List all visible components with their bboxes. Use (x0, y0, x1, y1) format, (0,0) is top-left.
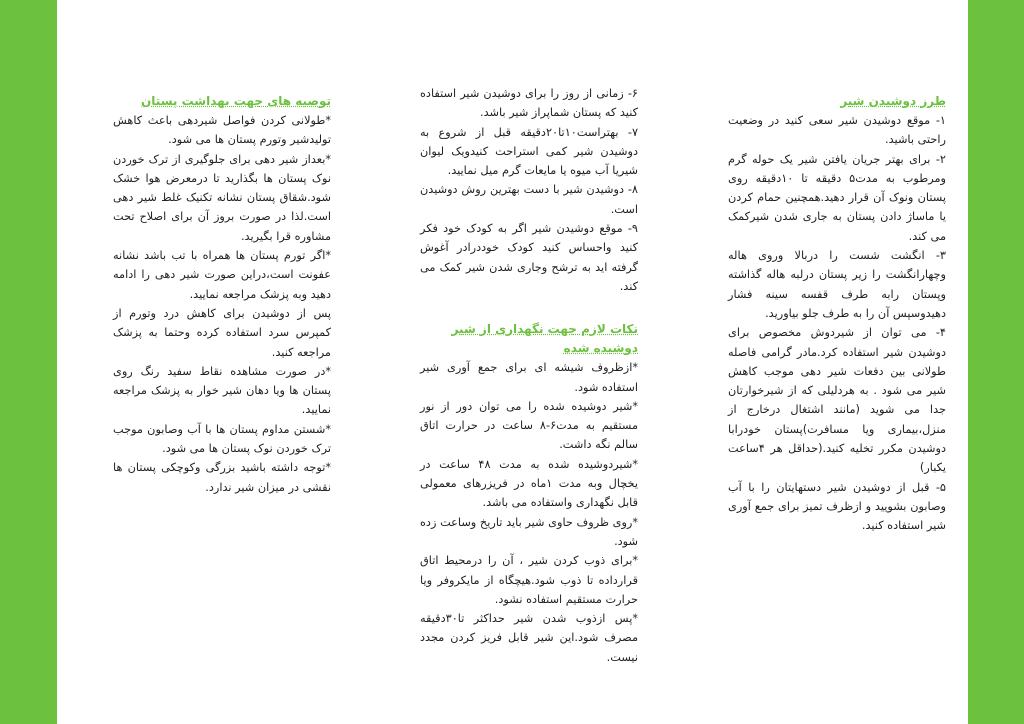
column-milking-method (728, 92, 946, 536)
paragraph: *شستن مداوم پستان ها با آب وصابون موجب ترک خوردن نوک پستان ها می شود. (113, 422, 331, 456)
paragraph: *توجه داشته باشید بزرگی وکوچکی پستان ها نقشی در میزان شیر ندارد. (113, 461, 331, 494)
column-breast-hygiene (113, 92, 331, 497)
paragraph: *اگر تورم پستان ها همراه با تب باشد نشانه عفونت است،دراین صورت شیر دهی را ادامه دهید وبه پزشک مراجعه نمایید. (113, 249, 331, 301)
paragraph: *شیردوشیده شده به مدت ۴۸ ساعت در یخچال وبه مدت ۱ماه در فریزرهای معمولی قابل نگهداری واستفاده می باشد. (420, 457, 638, 510)
paragraph: ۵- قبل از دوشیدن شیر دستهایتان را با آب وصابون بشویید و ازظرف تمیز برای جمع آوری شیر استفاده کنید. (728, 480, 946, 533)
paragraph: *طولانی کردن فواصل شیردهی باعث کاهش تولیدشیر وتورم پستان ها می شود. (113, 114, 331, 147)
paragraph: *در صورت مشاهده نقاط سفید رنگ روی پستان ها ویا دهان شیر خوار به پزشک مراجعه نمایید. (113, 364, 331, 417)
paragraph: *روی ظروف حاوی شیر باید تاریخ وساعت زده شود. (420, 515, 638, 548)
paragraph: *پس ازذوب شدن شیر حداکثر تا۳۰دقیقه مصرف شود.این شیر قابل فریز کردن مجدد نیست. (420, 612, 638, 664)
heading-breast-hygiene: توصیه های جهت بهداشت پستان (141, 94, 331, 108)
paragraph: پس از دوشیدن برای کاهش درد وتورم از کمپرس سرد استفاده کرده وحتما به پزشک مراجعه کنید. (113, 306, 331, 359)
paragraph: ۱- موقع دوشیدن شیر سعی کنید در وضعیت راحتی باشید. (728, 114, 946, 147)
column-milk-storage (420, 84, 638, 667)
heading-milk-storage: نکات لازم جهت نگهداری از شیر دوشیده شده (451, 322, 638, 356)
paragraph: *ازظروف شیشه ای برای جمع آوری شیر استفاده شود. (420, 361, 638, 394)
heading-milking-method: طرز دوشیدن شیر (840, 94, 946, 108)
left-green-band (0, 0, 57, 724)
paragraph: ۳- انگشت شست را دربالا وروی هاله وچهارانگشت را زیر پستان درلبه هاله گذاشته وپستان رابه طرف قفسه سینه فشار دهیدوسپس آن را به طرف جلو بیاورید. (728, 249, 946, 320)
paragraph: ۲- برای بهتر جریان یافتن شیر یک حوله گرم ومرطوب به مدت۵ دقیقه تا ۱۰دقیقه روی پستان ونوک آن قرار دهید.همچنین حمام کردن یا ماساژ دادن پستان به جاری شدن شیرکمک می کند. (728, 152, 946, 243)
paragraph: ۹- موقع دوشیدن شیر اگر به کودک خود فکر کنید واحساس کنید کودک خوددرادر آغوش گرفته اید به ترشح وجاری شدن شیر کمک می کند. (420, 222, 638, 293)
paragraph: *برای ذوب کردن شیر ، آن را درمحیط اتاق قرارداده تا ذوب شود.هیچگاه از مایکروفر ویا حرارت مستقیم استفاده نشود. (420, 554, 638, 606)
paragraph: *شیر دوشیده شده را می توان دور از نور مستقیم به مدت۶-۸ ساعت در حرارت اتاق سالم نگه داشت. (420, 399, 639, 452)
spacer (420, 296, 638, 320)
paragraph: ۴- می توان از شیردوش مخصوص برای دوشیدن شیر استفاده کرد.مادر گرامی فاصله طولانی بین دفعات شیر دهی موجب کاهش شیر می شود . به هردلیلی که از شیرخوارتان جدا می شوید (مانند اشتغال درخارج از منزل،بیماری ویا مسافرت)پستان خودرابا دوشیدن مکرر تخلیه کنید.(حداقل هر ۴ساعت یکبار) (728, 326, 946, 475)
paragraph: ۸- دوشیدن شیر با دست بهترین روش دوشیدن است. (420, 183, 638, 216)
right-green-band (968, 0, 1024, 724)
paragraph: *بعداز شیر دهی برای جلوگیری از ترک خوردن نوک پستان ها بگذارید تا درمعرض هوا خشک شود.شقاق پستان نشانه تکنیک غلط شیر دهی است.لذا در صورت بروز آن برای اصلاح تحت مشاوره قرا بگیرید. (113, 152, 331, 243)
paragraph: ۶- زمانی از روز را برای دوشیدن شیر استفاده کنید که پستان شماپراز شیر باشد. (420, 87, 638, 120)
paragraph: ۷- بهتراست۱۰تا۲۰دقیقه قبل از شروع به دوشیدن شیر کمی استراحت کنیدویک لیوان شیریا آب میوه یا مایعات گرم میل نمایید. (420, 125, 639, 178)
